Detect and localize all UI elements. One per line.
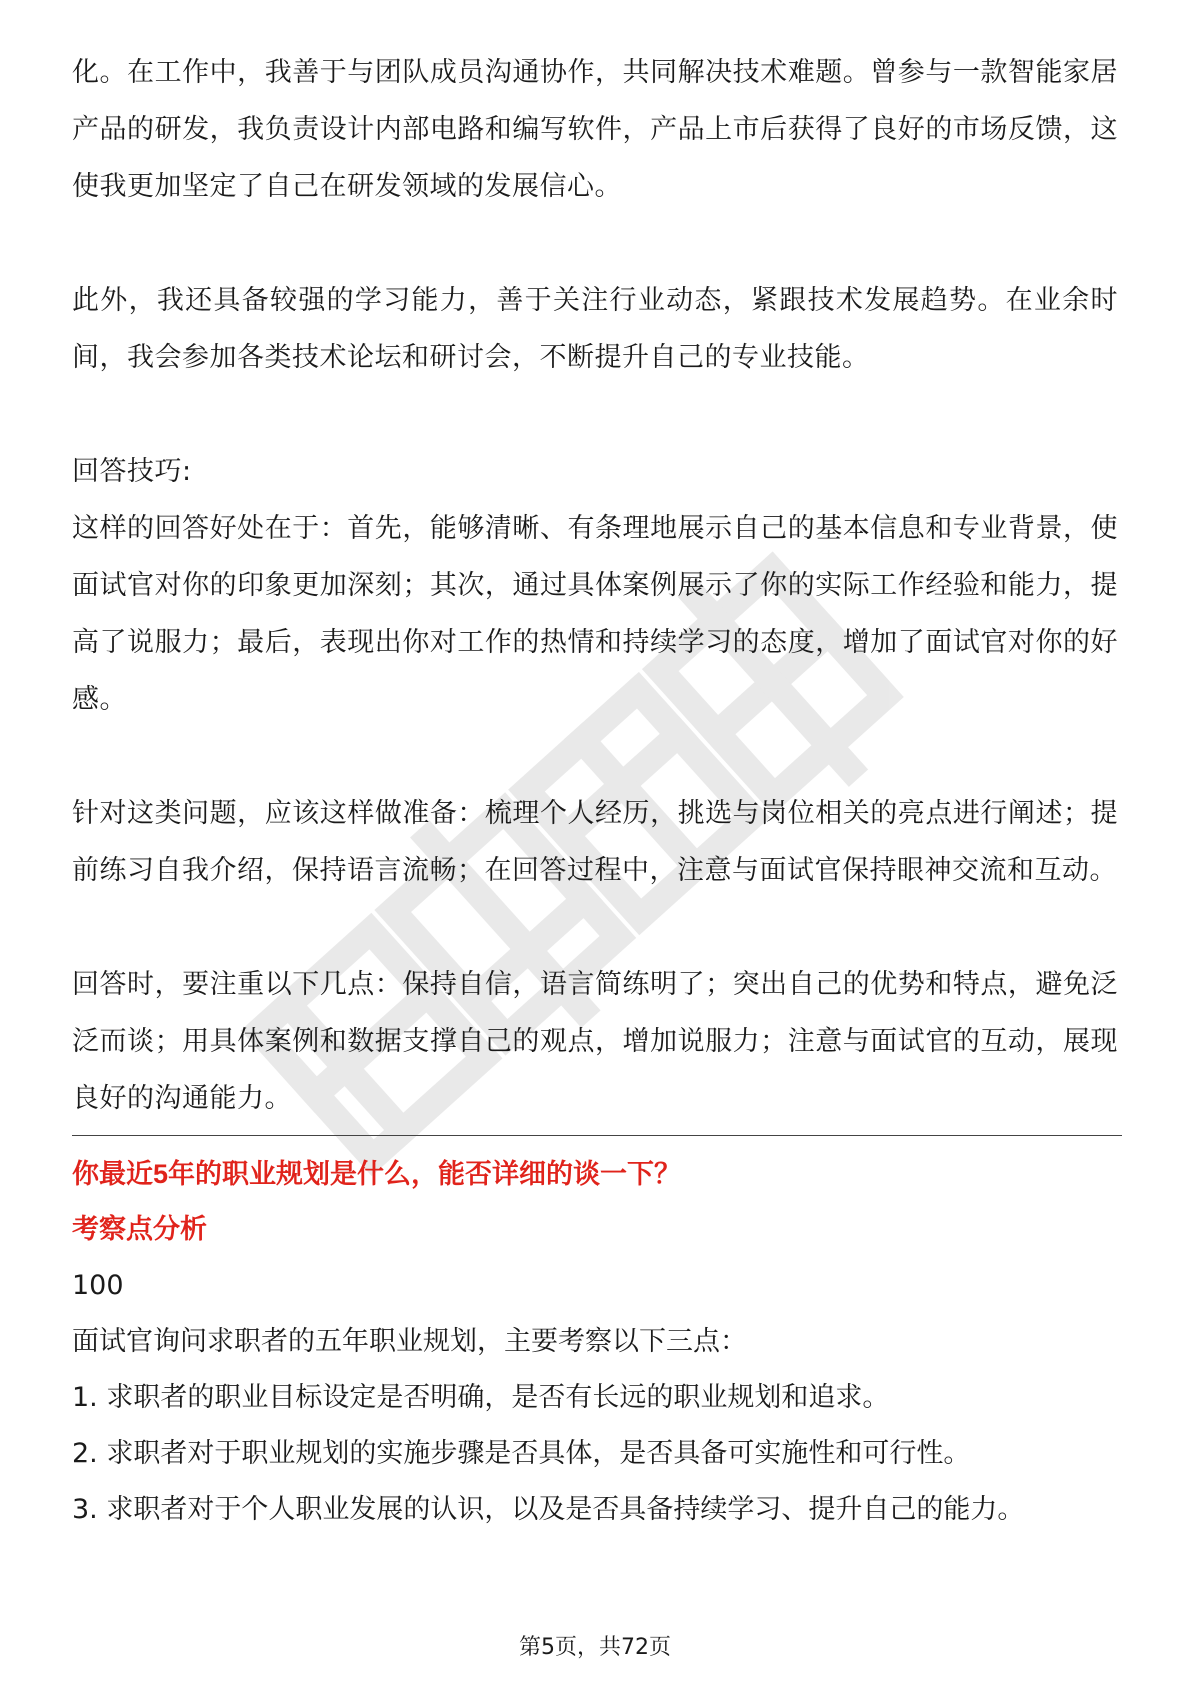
analysis-point: 2. 求职者对于职业规划的实施步骤是否具体，是否具备可实施性和可行性。 [72, 1438, 971, 1469]
paragraph-experience: 化。在工作中，我善于与团队成员沟通协作，共同解决技术难题。曾参与一款智能家居产品的研发，我负责设计内部电路和编写软件，产品上市后获得了良好的市场反馈，这使我更加坚定了自己在研发领域的发展信心。 [72, 57, 1118, 202]
tips-text: 这样的回答好处在于：首先，能够清晰、有条理地展示自己的基本信息和专业背景，使面试官对你的印象更加深刻；其次，通过具体案例展示了你的实际工作经验和能力，提高了说服力；最后，表现出你对工作的热情和持续学习的态度，增加了面试官对你的好感。 [72, 513, 1118, 715]
question-heading: 你最近5年的职业规划是什么，能否详细的谈一下？ [72, 1159, 682, 1189]
analysis-point: 1. 求职者的职业目标设定是否明确，是否有长远的职业规划和追求。 [72, 1382, 890, 1413]
answer-points-text: 回答时，要注重以下几点：保持自信，语言简练明了；突出自己的优势和特点，避免泛泛而谈；用具体案例和数据支撑自己的观点，增加说服力；注意与面试官的互动，展现良好的沟通能力。 [72, 969, 1118, 1114]
prep-text: 针对这类问题，应该这样做准备：梳理个人经历，挑选与岗位相关的亮点进行阐述；提前练习自我介绍，保持语言流畅；在回答过程中，注意与面试官保持眼神交流和互动。 [72, 798, 1118, 886]
paragraph-learning: 此外，我还具备较强的学习能力，善于关注行业动态，紧跟技术发展趋势。在业余时间，我会参加各类技术论坛和研讨会，不断提升自己的专业技能。 [72, 285, 1118, 373]
analysis-heading: 考察点分析 [72, 1214, 207, 1245]
analysis-intro: 面试官询问求职者的五年职业规划，主要考察以下三点： [72, 1326, 747, 1357]
document-body [72, 44, 1118, 1538]
section-divider [72, 1135, 1122, 1136]
page-footer: 第5页，共72页 [519, 1635, 671, 1660]
analysis-point: 3. 求职者对于个人职业发展的认识，以及是否具备持续学习、提升自己的能力。 [72, 1494, 1025, 1525]
score-value: 100 [72, 1270, 124, 1301]
tips-heading: 回答技巧: [72, 456, 192, 487]
